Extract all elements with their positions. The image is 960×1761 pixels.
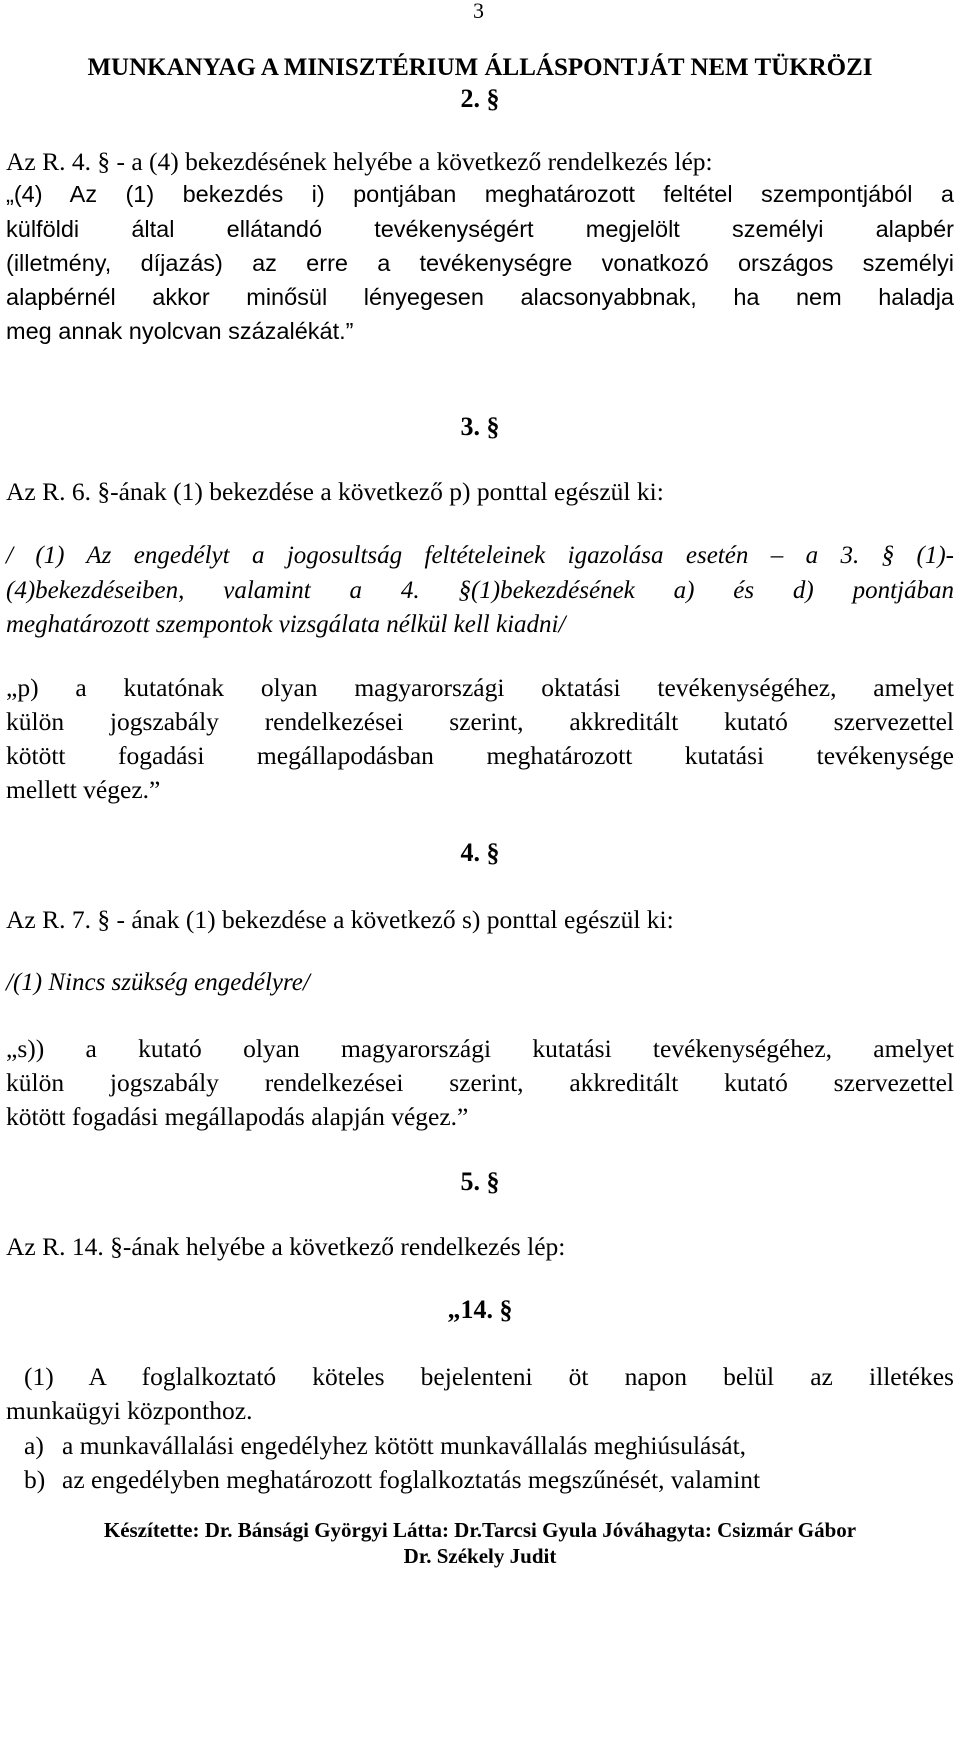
list-item-text: a munkavállalási engedélyhez kötött munkavállalás meghiúsulását,: [62, 1431, 747, 1460]
section-3-text-line: „p) a kutatónak olyan magyarországi oktatási tevékenységéhez, amelyet: [6, 673, 954, 702]
section-3-text-line: mellett végez.”: [6, 775, 161, 804]
section-3-text-line: kötött fogadási megállapodásban meghatározott kutatási tevékenysége: [6, 741, 954, 770]
footer-line-1: Készítette: Dr. Bánsági Györgyi Látta: Dr.Tarcsi Gyula Jóváhagyta: Csizmár Gábor: [103, 1518, 857, 1542]
section-4-text-line: „s)) a kutató olyan magyarországi kutatási tevékenységéhez, amelyet: [6, 1034, 954, 1063]
section-4-title: 4. §: [460, 838, 500, 867]
section-3-note-line: (4)bekezdéseiben, valamint a 4. §(1)bekezdésének a) és d) pontjában: [6, 577, 954, 604]
page-number: 3: [473, 0, 484, 23]
section-5-title: 5. §: [460, 1167, 500, 1196]
section-4-intro: Az R. 7. § - ának (1) bekezdése a következő s) ponttal egészül ki:: [6, 905, 674, 934]
footer-line-2: Dr. Székely Judit: [403, 1544, 557, 1568]
section-3-note-line: / (1) Az engedélyt a jogosultság feltételeinek igazolása esetén – a 3. § (1)-: [6, 542, 954, 569]
list-item-marker: b): [24, 1465, 46, 1494]
section-2-quote-line: külföldi által ellátandó tevékenységért megjelölt személyi alapbér: [6, 216, 954, 242]
list-item-marker: a): [24, 1431, 44, 1460]
section-4-note: /(1) Nincs szükség engedélyre/: [6, 969, 310, 996]
section-2-quote-line: meg annak nyolcvan százalékát.”: [6, 318, 354, 344]
section-3-text-line: külön jogszabály rendelkezései szerint, akkreditált kutató szervezettel: [6, 707, 954, 736]
section-14-title: „14. §: [447, 1295, 513, 1324]
section-5-text-line: munkaügyi központhoz.: [6, 1396, 253, 1425]
section-3-note-line: meghatározott szempontok vizsgálata nélkül kell kiadni/: [6, 611, 566, 638]
section-2-intro: Az R. 4. § - a (4) bekezdésének helyébe a következő rendelkezés lép:: [6, 147, 713, 176]
section-3-intro: Az R. 6. §-ának (1) bekezdése a következő p) ponttal egészül ki:: [6, 477, 664, 506]
section-2-quote-line: alapbérnél akkor minősül lényegesen alacsonyabbnak, ha nem haladja: [6, 284, 954, 310]
section-3-title: 3. §: [460, 412, 500, 441]
list-item-text: az engedélyben meghatározott foglalkoztatás megszűnését, valamint: [62, 1465, 761, 1494]
draft-header: MUNKANYAG A MINISZTÉRIUM ÁLLÁSPONTJÁT NEM TÜKRÖZI: [87, 54, 873, 81]
section-2-title: 2. §: [460, 84, 500, 113]
section-2-quote-line: „(4) Az (1) bekezdés i) pontjában meghatározott feltétel szempontjából a: [6, 181, 954, 207]
section-5-intro: Az R. 14. §-ának helyébe a következő rendelkezés lép:: [6, 1232, 566, 1261]
section-5-text-line: (1) A foglalkoztató köteles bejelenteni öt napon belül az illetékes: [24, 1362, 954, 1391]
section-4-text-line: kötött fogadási megállapodás alapján végez.”: [6, 1102, 469, 1131]
section-4-text-line: külön jogszabály rendelkezései szerint, akkreditált kutató szervezettel: [6, 1068, 954, 1097]
section-2-quote-line: (illetmény, díjazás) az erre a tevékenységre vonatkozó országos személyi: [6, 250, 954, 276]
